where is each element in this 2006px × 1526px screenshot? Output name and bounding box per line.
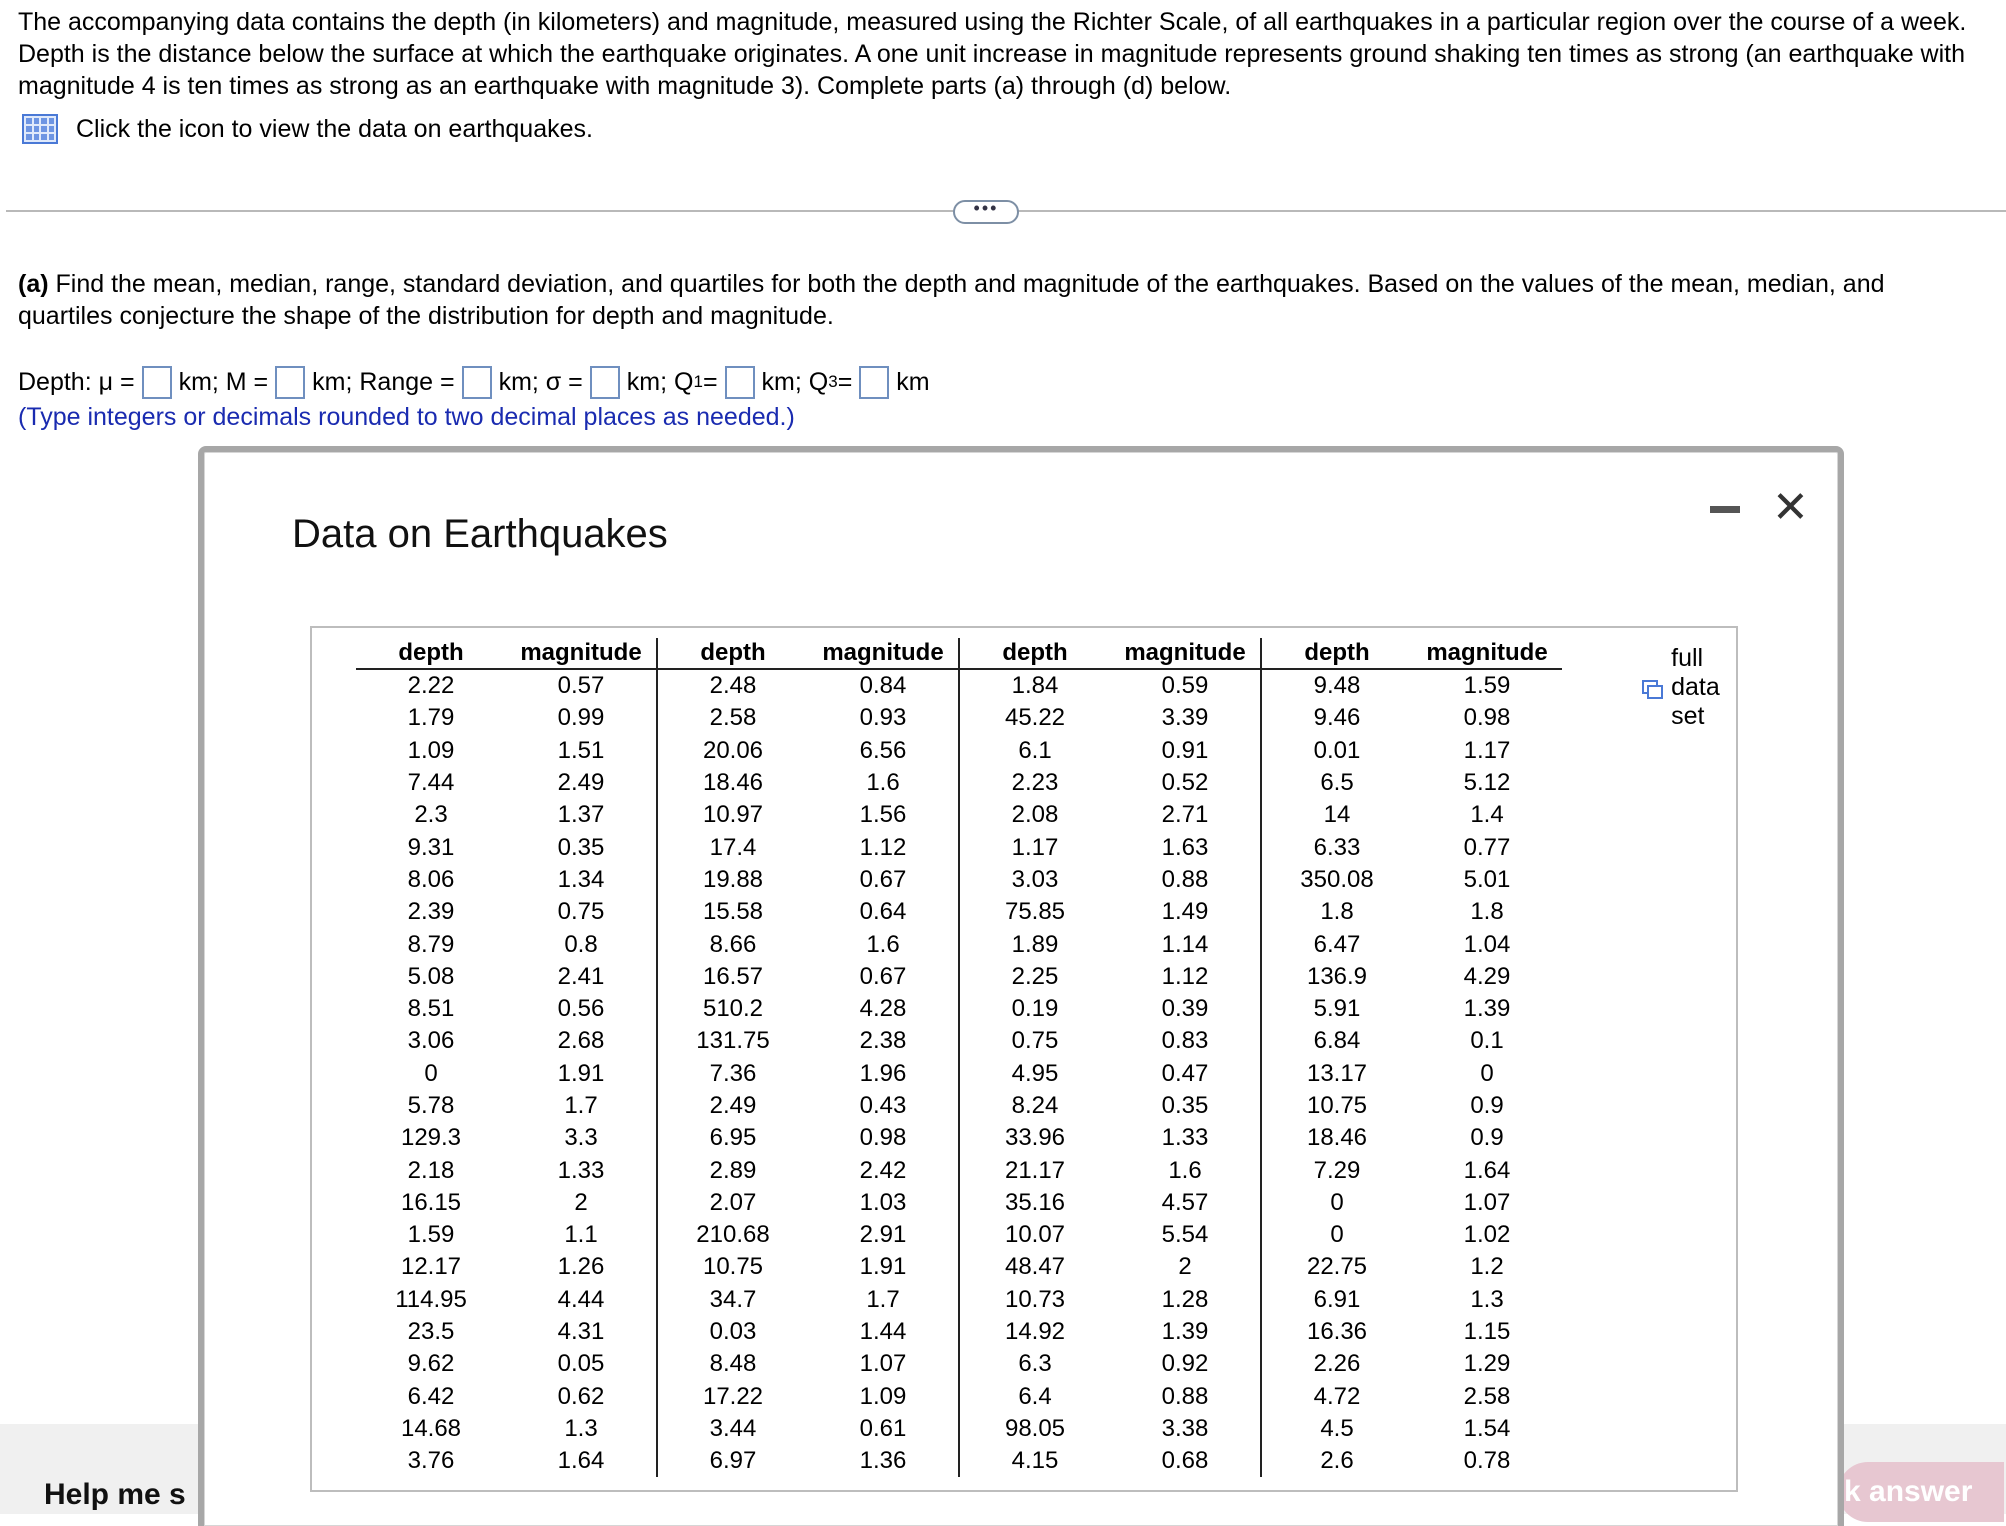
q1-subscript: 1 <box>693 372 703 391</box>
part-a-label: (a) <box>18 270 49 298</box>
depth-cell: 8.51 <box>407 995 455 1023</box>
magnitude-cell: 0.68 <box>1110 1445 1261 1477</box>
magnitude-cell: 1.3 <box>1470 1285 1504 1313</box>
depth-cell: 7.36 <box>709 1059 757 1087</box>
magnitude-cell: 2.38 <box>808 1025 959 1057</box>
depth-cell: 2.6 <box>1320 1447 1354 1475</box>
table-row <box>356 1316 1562 1348</box>
depth-cell: 2.25 <box>1011 962 1059 990</box>
depth-q3-unit: km <box>896 367 930 396</box>
magnitude-cell: 6.56 <box>808 735 959 767</box>
depth-cell: 2.22 <box>407 672 455 700</box>
magnitude-cell: 5.01 <box>1463 865 1511 893</box>
magnitude-cell: 1.39 <box>1463 995 1511 1023</box>
depth-range-unit: km; σ = <box>498 367 583 396</box>
magnitude-cell: 1.4 <box>1470 801 1504 829</box>
magnitude-cell: 4.28 <box>808 993 959 1025</box>
magnitude-cell: 1.49 <box>1110 896 1261 928</box>
depth-cell: 5.78 <box>407 1092 455 1119</box>
magnitude-cell: 4.57 <box>1110 1187 1261 1219</box>
magnitude-cell: 0.56 <box>506 993 657 1025</box>
table-row <box>356 961 1562 993</box>
depth-cell: 6.1 <box>1018 736 1052 764</box>
depth-cell: 0 <box>1330 1221 1344 1249</box>
table-row <box>356 1090 1562 1122</box>
minimize-icon[interactable] <box>1710 506 1740 513</box>
magnitude-cell: 1.51 <box>506 735 657 767</box>
depth-cell: 0 <box>424 1059 438 1087</box>
part-a-text: Find the mean, median, range, standard deviation, and quartiles for both the depth and magnitude of the earthquakes. Based on the values of the mean, median, and quartiles conjecture the shape of the distribution for depth and magnitude. <box>18 270 1885 330</box>
magnitude-cell: 0.84 <box>808 669 959 702</box>
magnitude-cell: 0.39 <box>1110 993 1261 1025</box>
magnitude-cell: 0.88 <box>1110 864 1261 896</box>
magnitude-cell: 1.64 <box>1463 1156 1511 1184</box>
magnitude-cell: 1.59 <box>1463 672 1511 700</box>
depth-cell: 16.57 <box>702 962 764 990</box>
depth-cell: 7.44 <box>407 769 455 797</box>
column-header-depth: depth <box>356 638 506 669</box>
depth-cell: 9.48 <box>1313 672 1361 700</box>
depth-cell: 3.03 <box>1011 865 1059 893</box>
depth-cell: 6.4 <box>1018 1382 1052 1410</box>
depth-cell: 6.33 <box>1313 833 1361 861</box>
depth-sd-input[interactable] <box>590 366 620 399</box>
table-row <box>356 1381 1562 1413</box>
depth-cell: 16.36 <box>1306 1318 1368 1346</box>
depth-cell: 2.07 <box>709 1188 757 1216</box>
magnitude-cell: 0.62 <box>506 1381 657 1413</box>
depth-cell: 2.49 <box>709 1092 757 1119</box>
depth-cell: 114.95 <box>395 1285 467 1313</box>
depth-cell: 22.75 <box>1306 1253 1368 1281</box>
table-row <box>356 1187 1562 1219</box>
depth-cell: 9.31 <box>407 833 455 861</box>
depth-cell: 14 <box>1323 801 1351 829</box>
table-header-row <box>356 638 1562 669</box>
depth-cell: 0.75 <box>1011 1027 1059 1055</box>
table-row <box>356 1025 1562 1057</box>
depth-cell: 2.18 <box>407 1156 455 1184</box>
depth-cell: 0.19 <box>1011 995 1059 1023</box>
depth-cell: 3.06 <box>407 1027 455 1055</box>
depth-cell: 20.06 <box>702 736 764 764</box>
depth-cell: 10.75 <box>702 1253 764 1281</box>
depth-cell: 4.15 <box>1011 1447 1059 1475</box>
magnitude-cell: 1.1 <box>506 1219 657 1251</box>
table-row <box>356 1154 1562 1186</box>
depth-cell: 4.72 <box>1313 1382 1361 1410</box>
table-row <box>356 1122 1562 1154</box>
magnitude-cell: 1.26 <box>506 1251 657 1283</box>
table-row <box>356 831 1562 863</box>
magnitude-cell: 0.52 <box>1110 767 1261 799</box>
magnitude-cell: 0.05 <box>506 1348 657 1380</box>
magnitude-cell: 1.91 <box>808 1251 959 1283</box>
depth-q3-input[interactable] <box>859 366 889 399</box>
depth-cell: 8.79 <box>407 930 455 958</box>
depth-cell: 13.17 <box>1306 1059 1368 1087</box>
table-row <box>356 896 1562 928</box>
depth-range-input[interactable] <box>462 366 492 399</box>
depth-cell: 8.24 <box>1011 1092 1059 1119</box>
earthquake-data-table <box>356 638 1562 1477</box>
depth-cell: 21.17 <box>1004 1156 1066 1184</box>
depth-cell: 18.46 <box>1306 1124 1368 1152</box>
depth-cell: 10.73 <box>1004 1285 1066 1313</box>
magnitude-cell: 1.7 <box>506 1090 657 1122</box>
depth-cell: 129.3 <box>400 1124 462 1152</box>
magnitude-cell: 0.78 <box>1463 1447 1511 1475</box>
rounding-hint: (Type integers or decimals rounded to two decimal places as needed.) <box>18 403 795 431</box>
depth-cell: 131.75 <box>696 1027 770 1055</box>
magnitude-cell: 0.35 <box>1110 1090 1261 1122</box>
dialog-title: Data on Earthquakes <box>292 512 668 556</box>
magnitude-cell: 1.54 <box>1463 1414 1511 1442</box>
depth-cell: 75.85 <box>1004 898 1066 926</box>
depth-cell: 17.22 <box>702 1382 764 1410</box>
magnitude-cell: 0.91 <box>1110 735 1261 767</box>
magnitude-cell: 2.42 <box>808 1154 959 1186</box>
depth-cell: 0.01 <box>1313 736 1361 764</box>
q1-equals: = <box>702 367 718 396</box>
depth-answer-row <box>18 364 930 400</box>
depth-cell: 8.48 <box>709 1350 757 1378</box>
magnitude-cell: 1.09 <box>808 1381 959 1413</box>
depth-cell: 350.08 <box>1300 865 1374 893</box>
magnitude-cell: 0.83 <box>1110 1025 1261 1057</box>
depth-cell: 2.23 <box>1011 769 1059 797</box>
depth-cell: 2.48 <box>709 672 757 700</box>
close-icon[interactable]: ✕ <box>1772 483 1809 532</box>
depth-cell: 4.95 <box>1011 1059 1059 1087</box>
depth-cell: 6.97 <box>709 1447 757 1475</box>
magnitude-cell: 0.47 <box>1110 1058 1261 1090</box>
magnitude-cell: 0.9 <box>1470 1124 1504 1152</box>
table-row <box>356 767 1562 799</box>
column-header-depth: depth <box>657 638 808 669</box>
table-row <box>356 1348 1562 1380</box>
depth-mean-unit: km; M = <box>178 367 269 396</box>
magnitude-cell: 1.63 <box>1110 831 1261 863</box>
magnitude-cell: 5.54 <box>1110 1219 1261 1251</box>
copy-icon[interactable] <box>1642 680 1651 696</box>
depth-cell: 10.75 <box>1306 1092 1368 1119</box>
magnitude-cell: 2 <box>506 1187 657 1219</box>
depth-cell: 136.9 <box>1306 962 1368 990</box>
depth-cell: 33.96 <box>1004 1124 1066 1152</box>
column-header-magnitude: magnitude <box>1412 638 1562 669</box>
depth-mean-input[interactable] <box>142 366 172 399</box>
magnitude-cell: 0.61 <box>808 1413 959 1445</box>
q3-equals: = <box>837 367 853 396</box>
magnitude-cell: 1.6 <box>808 767 959 799</box>
table-row <box>356 1058 1562 1090</box>
magnitude-cell: 0.9 <box>1470 1092 1504 1119</box>
data-table-frame <box>310 626 1738 1492</box>
magnitude-cell: 1.12 <box>808 831 959 863</box>
table-row <box>356 993 1562 1025</box>
magnitude-cell: 1.04 <box>1463 930 1511 958</box>
depth-cell: 1.8 <box>1320 898 1354 926</box>
magnitude-cell: 5.12 <box>1463 769 1511 797</box>
depth-cell: 7.29 <box>1313 1156 1361 1184</box>
depth-cell: 12.17 <box>400 1253 462 1281</box>
depth-cell: 8.06 <box>407 865 455 893</box>
magnitude-cell: 1.64 <box>506 1445 657 1477</box>
depth-cell: 3.44 <box>709 1414 757 1442</box>
magnitude-cell: 1.07 <box>1463 1188 1511 1216</box>
data-table-icon[interactable] <box>22 114 58 144</box>
magnitude-cell: 1.8 <box>1470 898 1504 926</box>
depth-cell: 6.5 <box>1320 769 1354 797</box>
table-row <box>356 928 1562 960</box>
magnitude-cell: 1.33 <box>506 1154 657 1186</box>
table-row <box>356 702 1562 734</box>
magnitude-cell: 2.41 <box>506 961 657 993</box>
magnitude-cell: 0.67 <box>808 864 959 896</box>
magnitude-cell: 0.1 <box>1470 1027 1504 1055</box>
depth-cell: 6.3 <box>1018 1350 1052 1378</box>
table-row <box>356 799 1562 831</box>
magnitude-cell: 1.14 <box>1110 928 1261 960</box>
depth-cell: 9.46 <box>1313 704 1361 732</box>
depth-cell: 6.84 <box>1313 1027 1361 1055</box>
magnitude-cell: 0.92 <box>1110 1348 1261 1380</box>
earthquake-data-dialog <box>198 446 1844 1526</box>
table-row <box>356 1413 1562 1445</box>
depth-cell: 9.62 <box>407 1350 455 1378</box>
depth-cell: 1.17 <box>1011 833 1059 861</box>
magnitude-cell: 1.7 <box>808 1284 959 1316</box>
depth-cell: 6.95 <box>709 1124 757 1152</box>
depth-cell: 2.26 <box>1313 1350 1361 1378</box>
magnitude-cell: 1.96 <box>808 1058 959 1090</box>
depth-cell: 15.58 <box>702 898 764 926</box>
q3-subscript: 3 <box>828 372 838 391</box>
depth-sd-unit: km; Q <box>626 367 694 396</box>
magnitude-cell: 0 <box>1480 1059 1494 1087</box>
magnitude-cell: 0.77 <box>1463 833 1511 861</box>
depth-cell: 2.39 <box>407 898 455 926</box>
magnitude-cell: 2.49 <box>506 767 657 799</box>
magnitude-cell: 1.3 <box>506 1413 657 1445</box>
table-row <box>356 864 1562 896</box>
table-row <box>356 1445 1562 1477</box>
magnitude-cell: 1.28 <box>1110 1284 1261 1316</box>
help-me-solve-button[interactable]: Help me s <box>44 1478 186 1511</box>
magnitude-cell: 0.64 <box>808 896 959 928</box>
depth-lead-label: Depth: μ = <box>18 367 135 396</box>
depth-cell: 0 <box>1330 1188 1344 1216</box>
magnitude-cell: 0.88 <box>1110 1381 1261 1413</box>
depth-cell: 2.58 <box>709 704 757 732</box>
depth-cell: 510.2 <box>702 995 764 1023</box>
magnitude-cell: 2.71 <box>1110 799 1261 831</box>
depth-cell: 3.76 <box>407 1447 455 1475</box>
depth-cell: 8.66 <box>709 930 757 958</box>
magnitude-cell: 1.91 <box>506 1058 657 1090</box>
magnitude-cell: 0.43 <box>808 1090 959 1122</box>
column-header-depth: depth <box>1261 638 1412 669</box>
depth-cell: 2.08 <box>1011 801 1059 829</box>
magnitude-cell: 1.07 <box>808 1348 959 1380</box>
full-data-set-button[interactable] <box>1642 644 1736 731</box>
depth-cell: 35.16 <box>1004 1188 1066 1216</box>
depth-cell: 6.91 <box>1313 1285 1361 1313</box>
view-data-link-label[interactable]: Click the icon to view the data on earthquakes. <box>76 114 593 143</box>
part-a-question <box>18 268 1978 332</box>
depth-cell: 14.68 <box>400 1414 462 1442</box>
magnitude-cell: 1.17 <box>1463 736 1511 764</box>
depth-cell: 6.47 <box>1313 930 1361 958</box>
magnitude-cell: 1.02 <box>1463 1221 1511 1249</box>
depth-cell: 1.59 <box>407 1221 455 1249</box>
magnitude-cell: 2.58 <box>1463 1382 1511 1410</box>
depth-median-input[interactable] <box>275 366 305 399</box>
depth-cell: 23.5 <box>407 1318 455 1346</box>
depth-q1-input[interactable] <box>725 366 755 399</box>
problem-intro-text: The accompanying data contains the depth (in kilometers) and magnitude, measured using the Richter Scale, of all earthquakes in a particular region over the course of a week. Depth is the distance below the surface at which the earthquake originates. A one unit increase in magnitude represents ground shaking ten times as strong (an earthquake with magnitude 4 is ten times as strong as an earthquake with magnitude 3). Complete parts (a) through (d) below. <box>18 8 1967 100</box>
magnitude-cell: 3.39 <box>1110 702 1261 734</box>
magnitude-cell: 1.56 <box>808 799 959 831</box>
depth-cell: 6.42 <box>407 1382 455 1410</box>
magnitude-cell: 0.93 <box>808 702 959 734</box>
depth-cell: 98.05 <box>1004 1414 1066 1442</box>
depth-cell: 45.22 <box>1004 704 1066 732</box>
magnitude-cell: 0.98 <box>808 1122 959 1154</box>
magnitude-cell: 1.39 <box>1110 1316 1261 1348</box>
magnitude-cell: 2.91 <box>808 1219 959 1251</box>
magnitude-cell: 1.12 <box>1110 961 1261 993</box>
table-row <box>356 1251 1562 1283</box>
magnitude-cell: 4.29 <box>1463 962 1511 990</box>
magnitude-cell: 1.2 <box>1470 1253 1504 1281</box>
depth-cell: 2.3 <box>414 801 448 829</box>
magnitude-cell: 0.99 <box>506 702 657 734</box>
depth-cell: 0.03 <box>709 1318 757 1346</box>
magnitude-cell: 1.29 <box>1463 1350 1511 1378</box>
depth-cell: 19.88 <box>702 865 764 893</box>
magnitude-cell: 1.15 <box>1463 1318 1511 1346</box>
column-header-depth: depth <box>959 638 1110 669</box>
magnitude-cell: 0.59 <box>1110 669 1261 702</box>
magnitude-cell: 0.35 <box>506 831 657 863</box>
magnitude-cell: 4.31 <box>506 1316 657 1348</box>
check-answer-button[interactable]: k answer <box>1838 1462 2004 1522</box>
magnitude-cell: 0.67 <box>808 961 959 993</box>
depth-cell: 10.07 <box>1004 1221 1066 1249</box>
magnitude-cell: 1.6 <box>1110 1154 1261 1186</box>
table-row <box>356 1284 1562 1316</box>
magnitude-cell: 0.8 <box>506 928 657 960</box>
table-row <box>356 1219 1562 1251</box>
magnitude-cell: 1.6 <box>808 928 959 960</box>
magnitude-cell: 1.44 <box>808 1316 959 1348</box>
table-row <box>356 735 1562 767</box>
magnitude-cell: 0.75 <box>506 896 657 928</box>
depth-cell: 18.46 <box>702 769 764 797</box>
magnitude-cell: 3.38 <box>1110 1413 1261 1445</box>
depth-cell: 1.09 <box>407 736 455 764</box>
column-header-magnitude: magnitude <box>808 638 959 669</box>
depth-cell: 17.4 <box>709 833 757 861</box>
expand-more-button[interactable]: ••• <box>953 200 1019 224</box>
depth-cell: 1.79 <box>407 704 455 732</box>
depth-median-unit: km; Range = <box>312 367 455 396</box>
depth-cell: 16.15 <box>400 1188 462 1216</box>
view-data-link[interactable] <box>22 112 593 146</box>
column-header-magnitude: magnitude <box>506 638 657 669</box>
table-row <box>356 669 1562 702</box>
magnitude-cell: 1.33 <box>1110 1122 1261 1154</box>
magnitude-cell: 1.37 <box>506 799 657 831</box>
depth-cell: 48.47 <box>1004 1253 1066 1281</box>
depth-cell: 34.7 <box>709 1285 757 1313</box>
magnitude-cell: 2.68 <box>506 1025 657 1057</box>
magnitude-cell: 4.44 <box>506 1284 657 1316</box>
column-header-magnitude: magnitude <box>1110 638 1261 669</box>
depth-cell: 10.97 <box>702 801 764 829</box>
depth-cell: 1.89 <box>1011 930 1059 958</box>
depth-cell: 2.89 <box>709 1156 757 1184</box>
magnitude-cell: 0.57 <box>506 669 657 702</box>
magnitude-cell: 3.3 <box>506 1122 657 1154</box>
depth-q1-unit: km; Q <box>761 367 829 396</box>
magnitude-cell: 1.34 <box>506 864 657 896</box>
magnitude-cell: 1.03 <box>808 1187 959 1219</box>
full-data-set-label[interactable]: full data set <box>1671 644 1720 730</box>
magnitude-cell: 2 <box>1110 1251 1261 1283</box>
depth-cell: 210.68 <box>696 1221 770 1249</box>
magnitude-cell: 1.36 <box>808 1445 959 1477</box>
depth-cell: 1.84 <box>1011 672 1059 700</box>
depth-cell: 14.92 <box>1004 1318 1066 1346</box>
depth-cell: 5.08 <box>407 962 455 990</box>
depth-cell: 4.5 <box>1320 1414 1354 1442</box>
magnitude-cell: 0.98 <box>1463 704 1511 732</box>
depth-cell: 5.91 <box>1313 995 1361 1023</box>
